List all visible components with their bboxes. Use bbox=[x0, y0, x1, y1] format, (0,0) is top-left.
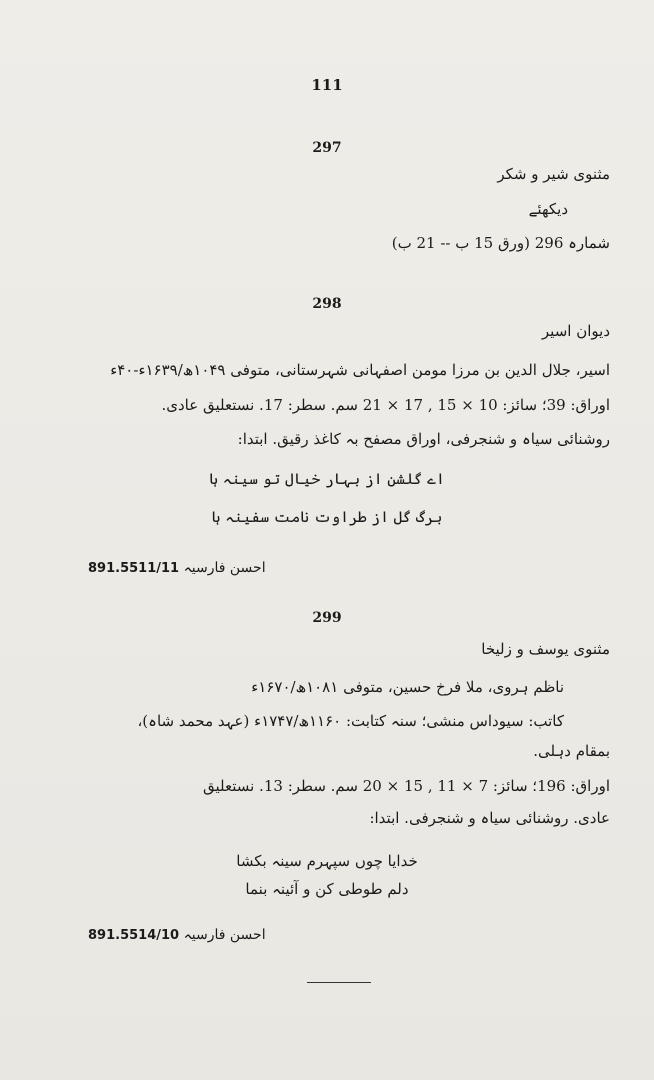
entry-description: اوراق: 39؛ سائز: 10 × 15 , 17 × 21 سم. سطر: 17. نستعلیق عادی. bbox=[161, 396, 610, 414]
verse-line: دلم طوطی کن و آئینہ بنما bbox=[245, 880, 409, 898]
entry-number: 297 bbox=[312, 140, 342, 156]
entry-scribe: کاتب: سیوداس منشی؛ سنہ کتابت: ۱۱۶۰ھ/۱۷۴۷ء (عہد محمد شاہ)، bbox=[137, 712, 564, 730]
verse-line: اے گلشن از بہار خیال تو سینہ ہا bbox=[209, 470, 445, 488]
call-number-value: 891.5514/10 bbox=[88, 928, 180, 943]
call-number-label: احسن فارسیہ bbox=[183, 927, 266, 943]
call-number-value: 891.5511/11 bbox=[88, 561, 180, 576]
call-number-label: احسن فارسیہ bbox=[183, 560, 266, 576]
page-number: 111 bbox=[311, 76, 343, 94]
call-number bbox=[88, 560, 266, 576]
entry-number: 298 bbox=[312, 296, 342, 312]
entry-description: عادی. روشنائی سیاہ و شنجرفی. ابتدا: bbox=[369, 809, 610, 827]
entry-reference: شمارہ 296 (ورق 15 ب -- 21 ب) bbox=[391, 234, 610, 252]
verse-line: خدایا چوں سپہرم سینہ بکشا bbox=[236, 852, 418, 870]
entry-number: 299 bbox=[312, 610, 342, 626]
entry-place: بمقام دہلی. bbox=[533, 742, 610, 760]
entry-title: مثنوی یوسف و زلیخا bbox=[481, 640, 610, 658]
entry-author: ناظم ہروی، ملا فرخ حسین، متوفی ۱۰۸۱ھ/۱۶۷۰ء bbox=[251, 678, 564, 696]
entry-description: روشنائی سیاہ و شنجرفی، اوراق مصفح بہ کاغذ رقیق. ابتدا: bbox=[237, 430, 610, 448]
verse-line: برگ گل از طراوت نامت سفینہ ہا bbox=[211, 508, 443, 526]
entry-description: اوراق: 196؛ سائز: 7 × 11 , 15 × 20 سم. سطر: 13. نستعلیق bbox=[202, 777, 610, 795]
entry-title: دیوان اسیر bbox=[541, 322, 610, 340]
call-number bbox=[88, 927, 266, 943]
end-rule bbox=[307, 982, 371, 983]
entry-author: اسیر، جلال الدین بن مرزا مومن اصفہانی شہرستانی، متوفی ۱۰۴۹ھ/۱۶۳۹ء-۴۰ء bbox=[110, 361, 610, 379]
entry-title: مثنوی شیر و شکر bbox=[497, 165, 610, 183]
entry-see-also: دیکھئے bbox=[528, 200, 568, 218]
